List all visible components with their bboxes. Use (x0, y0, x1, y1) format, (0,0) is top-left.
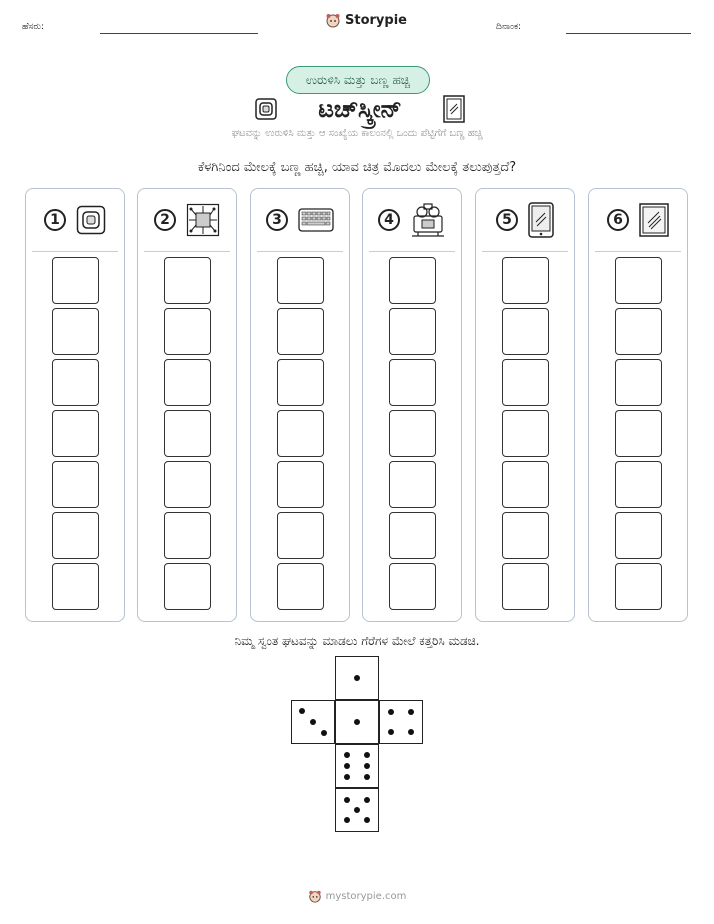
color-box[interactable] (52, 461, 99, 508)
circuit-board-icon (186, 203, 220, 237)
die-face (379, 700, 423, 744)
column-header (476, 189, 574, 251)
column-2 (137, 188, 237, 622)
die-pip (344, 774, 350, 780)
color-box[interactable] (164, 359, 211, 406)
color-box[interactable] (277, 563, 324, 610)
color-box[interactable] (502, 359, 549, 406)
column-number: 6 (607, 209, 629, 231)
column-number: 2 (154, 209, 176, 231)
screen-icon (443, 95, 465, 123)
column-cells (251, 257, 349, 610)
column-number: 1 (44, 209, 66, 231)
color-box[interactable] (52, 257, 99, 304)
color-box[interactable] (615, 308, 662, 355)
column-cells (363, 257, 461, 610)
die-pip (364, 797, 370, 803)
color-box[interactable] (615, 461, 662, 508)
column-divider (144, 251, 230, 252)
touch-sensor-icon (76, 205, 106, 235)
color-box[interactable] (277, 257, 324, 304)
color-box[interactable] (615, 359, 662, 406)
color-box[interactable] (277, 461, 324, 508)
column-header (251, 189, 349, 251)
activity-pill: ಉರುಳಿಸಿ ಮತ್ತು ಬಣ್ಣ ಹಚ್ಚಿ (286, 66, 430, 94)
color-box[interactable] (502, 512, 549, 559)
column-4 (362, 188, 462, 622)
color-box[interactable] (615, 410, 662, 457)
column-divider (257, 251, 343, 252)
color-box[interactable] (389, 410, 436, 457)
color-box[interactable] (164, 308, 211, 355)
touch-sensor-icon (255, 98, 277, 120)
column-6 (588, 188, 688, 622)
column-cells (476, 257, 574, 610)
color-box[interactable] (615, 512, 662, 559)
die-pip (310, 719, 316, 725)
name-line[interactable] (100, 33, 258, 34)
die-pip (388, 729, 394, 735)
color-box[interactable] (389, 308, 436, 355)
brand-logo (325, 12, 407, 28)
color-box[interactable] (164, 410, 211, 457)
die-pip (354, 719, 360, 725)
die-pip (321, 730, 327, 736)
color-box[interactable] (52, 410, 99, 457)
cut-fold-note: ನಿಮ್ಮ ಸ್ವಂತ ಘಟವನ್ನು ಮಾಡಲು ಗೆರೆಗಳ ಮೇಲೆ ಕತ್ತರಿಸಿ ಮಡಚಿ. (234, 634, 480, 648)
page-title: ಟಚ್‌ಸ್ಕ್ರೀನ್ (318, 95, 402, 123)
color-box[interactable] (389, 257, 436, 304)
color-box[interactable] (615, 563, 662, 610)
column-divider (369, 251, 455, 252)
die-pip (344, 797, 350, 803)
die-pip (408, 729, 414, 735)
column-cells (138, 257, 236, 610)
color-box[interactable] (502, 461, 549, 508)
storypie-mascot-icon (308, 889, 322, 903)
color-box[interactable] (277, 410, 324, 457)
die-pip (364, 817, 370, 823)
column-number: 4 (378, 209, 400, 231)
color-box[interactable] (52, 563, 99, 610)
footer (0, 889, 714, 903)
color-box[interactable] (615, 257, 662, 304)
column-header (26, 189, 124, 251)
color-box[interactable] (164, 512, 211, 559)
die-pip (364, 774, 370, 780)
column-divider (32, 251, 118, 252)
instructions: ಘಟವನ್ನು ಉರುಳಿಸಿ ಮತ್ತು ಆ ಸಂಖ್ಯೆಯ ಕಾಲಂನಲ್ಲಿ ಒಂದು ಪೆಟ್ಟಿಗೆಗೆ ಬಣ್ಣ ಹಚ್ಚಿ (231, 128, 483, 139)
die-pip (344, 817, 350, 823)
color-box[interactable] (164, 257, 211, 304)
die-pip (388, 709, 394, 715)
die-pip (408, 709, 414, 715)
column-header (589, 189, 687, 251)
die-face (335, 744, 379, 788)
die-pip (299, 708, 305, 714)
column-divider (482, 251, 568, 252)
column-number: 5 (496, 209, 518, 231)
question: ಕೆಳಗಿನಿಂದ ಮೇಲಕ್ಕೆ ಬಣ್ಣ ಹಚ್ಚಿ, ಯಾವ ಚಿತ್ರ ಮೊದಲು ಮೇಲಕ್ಕೆ ತಲುಪುತ್ತದೆ? (197, 160, 517, 175)
keyboard-icon (298, 208, 334, 232)
date-line[interactable] (566, 33, 691, 34)
color-box[interactable] (277, 359, 324, 406)
brand-name: Storypie (345, 12, 407, 28)
color-box[interactable] (502, 308, 549, 355)
name-label: ಹೆಸರು: (22, 22, 45, 32)
color-box[interactable] (502, 410, 549, 457)
color-box[interactable] (277, 308, 324, 355)
column-header (138, 189, 236, 251)
color-box[interactable] (389, 359, 436, 406)
die-pip (354, 807, 360, 813)
footer-url[interactable]: mystorypie.com (325, 890, 407, 902)
color-box[interactable] (502, 257, 549, 304)
column-number: 3 (266, 209, 288, 231)
color-box[interactable] (389, 461, 436, 508)
column-5 (475, 188, 575, 622)
color-box[interactable] (164, 563, 211, 610)
color-box[interactable] (164, 461, 211, 508)
die-face (335, 788, 379, 832)
column-header (363, 189, 461, 251)
color-box[interactable] (389, 512, 436, 559)
die-pip (364, 763, 370, 769)
factory-machine-icon (410, 202, 446, 238)
die-face (291, 700, 335, 744)
title-row (255, 94, 465, 124)
color-box[interactable] (389, 563, 436, 610)
column-1 (25, 188, 125, 622)
color-box[interactable] (52, 308, 99, 355)
color-box[interactable] (502, 563, 549, 610)
storypie-mascot-icon (325, 12, 341, 28)
screen-icon (639, 203, 669, 237)
column-cells (589, 257, 687, 610)
die-pip (364, 752, 370, 758)
die-pip (344, 763, 350, 769)
color-box[interactable] (277, 512, 324, 559)
die-pip (354, 675, 360, 681)
date-label: ದಿನಾಂಕ: (496, 22, 522, 32)
die-face (335, 656, 379, 700)
color-box[interactable] (52, 512, 99, 559)
die-face (335, 700, 379, 744)
column-divider (595, 251, 681, 252)
color-box[interactable] (52, 359, 99, 406)
die-pip (344, 752, 350, 758)
tablet-icon (528, 202, 554, 238)
column-3 (250, 188, 350, 622)
column-cells (26, 257, 124, 610)
